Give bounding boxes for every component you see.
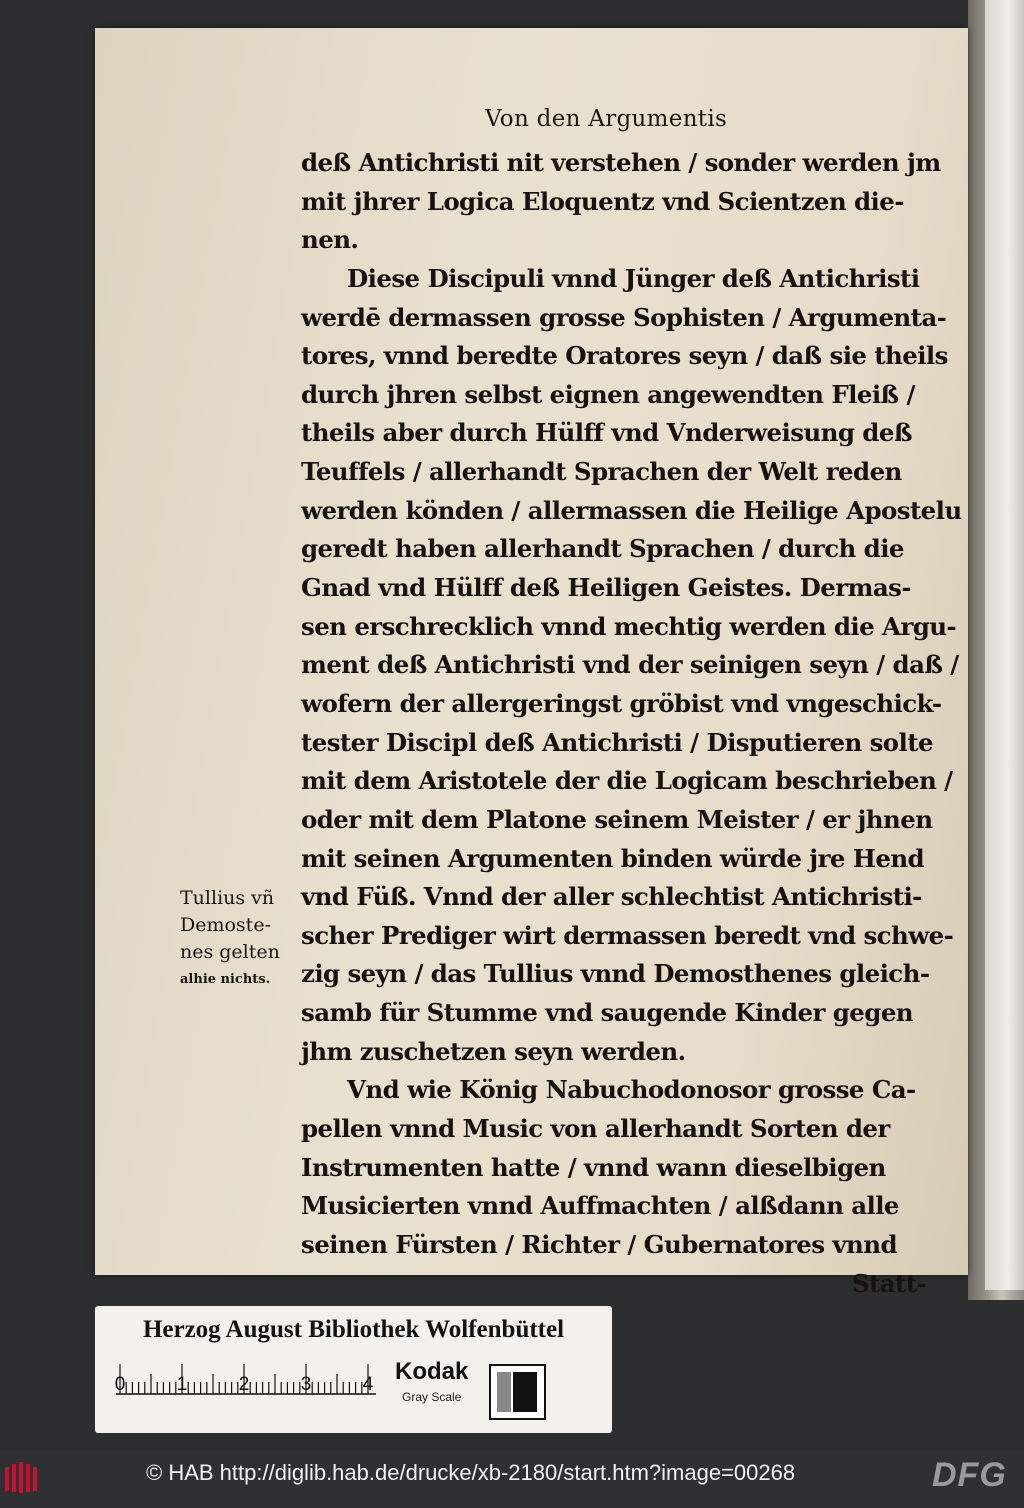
text-line: Diese Discipuli vnnd Jünger deß Antichristi [347, 263, 920, 293]
text-line: jhm zuschetzen seyn werden. [301, 1036, 686, 1066]
scale-number: 2 [238, 1374, 250, 1395]
text-line: Vnd wie König Nabuchodonosor grosse Ca- [347, 1075, 916, 1105]
text-line: wofern der allergeringst gröbist vnd vngeschick- [301, 688, 942, 718]
text-line: werdē dermassen grosse Sophisten / Argumenta- [301, 302, 947, 332]
gray-scale-label: Gray Scale [402, 1390, 462, 1404]
text-line: theils aber durch Hülff vnd Vnderweisung deß [301, 418, 912, 448]
dfg-logo: DFG [932, 1456, 1007, 1494]
text-block [301, 144, 962, 1303]
text-line: seinen Fürsten / Richter / Gubernatores vnnd [301, 1229, 897, 1259]
text-line: sen erschrecklich vnnd mechtig werden die Argu- [301, 611, 957, 641]
running-header: Von den Argumentis [485, 106, 728, 132]
marginal-note-line: alhie nichts. [180, 972, 271, 987]
text-line: mit seinen Argumenten binden würde jre Hend [301, 843, 925, 873]
footer-bar [0, 1450, 1024, 1508]
text-line: pellen vnnd Music von allerhandt Sorten der [301, 1114, 890, 1144]
text-line: ment deß Antichristi vnd der seinigen seyn / daß / [301, 650, 959, 680]
text-line: geredt haben allerhandt Sprachen / durch die [301, 534, 904, 564]
text-line: tores, vnnd beredte Oratores seyn / daß sie theils [301, 341, 948, 371]
marginal-note-line: Demoste- [180, 914, 271, 936]
kodak-brand: Kodak [395, 1358, 469, 1385]
scale-number: 1 [176, 1374, 188, 1395]
marginal-note [180, 885, 305, 993]
facing-page-edge [985, 0, 1024, 1290]
text-line: deß Antichristi nit verstehen / sonder werden jm [301, 148, 941, 177]
scale-number: 0 [114, 1374, 126, 1395]
text-line: vnd Füß. Vnnd der aller schlechtist Antichristi- [301, 882, 922, 912]
text-line: Instrumenten hatte / vnnd wann dieselbigen [301, 1152, 886, 1182]
scale-number: 4 [362, 1374, 374, 1395]
text-line: nen. [301, 225, 359, 255]
text-line: mit dem Aristotele der die Logicam beschrieben / [301, 766, 953, 796]
marginal-note-line: nes gelten [180, 941, 280, 963]
hab-logo-icon [4, 1461, 44, 1495]
book-page [95, 28, 968, 1298]
text-line: werden könden / allermassen die Heilige Apostelu [301, 495, 962, 525]
text-line: Gnad vnd Hülff deß Heiligen Geistes. Dermas- [301, 573, 911, 603]
catchword: Statt- [851, 1268, 926, 1298]
text-line: mit jhrer Logica Eloquentz vnd Scientzen die- [301, 186, 904, 216]
library-name: Herzog August Bibliothek Wolfenbüttel [142, 1316, 565, 1343]
marginal-note-line: Tullius vñ [180, 887, 275, 909]
scale-number: 3 [300, 1374, 312, 1395]
text-line: Musicierten vnnd Auffmachten / alßdann alle [301, 1191, 899, 1221]
text-line: zig seyn / das Tullius vnnd Demosthenes gleich- [301, 959, 930, 989]
text-line: scher Prediger wirt dermassen beredt vnd schwe- [301, 920, 954, 950]
text-line: Teuffels / allerhandt Sprachen der Welt reden [301, 457, 902, 487]
gray-patch-icon [489, 1364, 546, 1420]
text-line: oder mit dem Platone seinem Meister / er jhnen [301, 804, 933, 834]
color-reference-card [95, 1306, 612, 1433]
text-line: durch jhren selbst eignen angewendten Fleiß / [301, 379, 915, 409]
text-line: tester Discipl deß Antichristi / Disputieren solte [301, 727, 933, 757]
footer-url: © HAB http://diglib.hab.de/drucke/xb-2180/start.htm?image=00268 [146, 1460, 796, 1485]
text-line: samb für Stumme vnd saugende Kinder gegen [301, 998, 914, 1028]
